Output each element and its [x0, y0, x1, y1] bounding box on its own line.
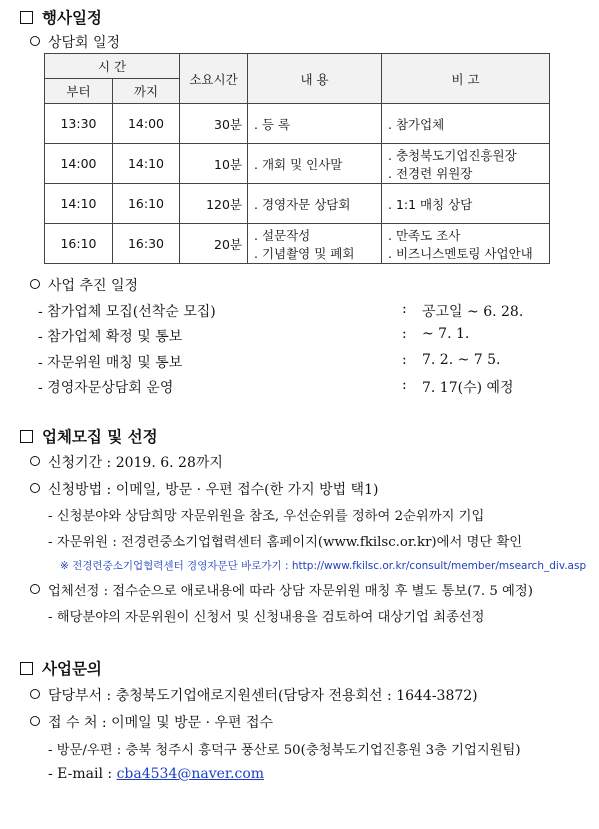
- section-title-text: 행사일정: [42, 9, 102, 27]
- plan-label-3: - 자문위원 매칭 및 통보: [38, 355, 183, 371]
- application-period: [30, 452, 223, 472]
- header-to: 까지: [113, 79, 180, 104]
- circle-bullet-icon: [30, 689, 40, 699]
- plan-colon: :: [402, 326, 407, 342]
- header-time: 시 간: [45, 54, 180, 79]
- content-line: . 등 록: [254, 116, 291, 132]
- cell-content: [248, 144, 382, 184]
- method-detail-2: - 자문위원 : 전경련중소기업협력센터 홈페이지(www.fkilsc.or.kr)에서 명단 확인: [48, 535, 523, 550]
- email-label: - E-mail :: [48, 766, 117, 782]
- table-row: [45, 184, 550, 224]
- circle-bullet-icon: [30, 279, 40, 289]
- sub-item-project-schedule: [30, 275, 138, 295]
- note-line: . 참가업체: [388, 116, 445, 132]
- plan-value-4: 7. 17(수) 예정: [422, 380, 514, 396]
- table-row: [45, 144, 550, 184]
- department-info: [30, 685, 478, 705]
- header-content: 내 용: [248, 54, 382, 104]
- cell-content: [248, 104, 382, 144]
- cell-duration: 120분: [180, 184, 248, 224]
- content-line: . 경영자문 상담회: [254, 196, 351, 212]
- cell-from: 14:00: [45, 144, 113, 184]
- consult-link-note: [60, 558, 586, 573]
- cell-content: [248, 184, 382, 224]
- department-text: 담당부서 : 충청북도기업애로지원센터(담당자 전용회선 : 1644-3872): [48, 688, 478, 704]
- cell-to: 14:10: [113, 144, 180, 184]
- cell-note: [382, 184, 550, 224]
- table-row: [45, 224, 550, 264]
- cell-from: 16:10: [45, 224, 113, 264]
- sub-item-meeting-schedule: [30, 32, 120, 52]
- section-title-text: 사업문의: [42, 660, 102, 678]
- section-title-schedule: [20, 6, 102, 28]
- application-method-text: 신청방법 : 이메일, 방문 · 우편 접수(한 가지 방법 택1): [48, 482, 379, 498]
- note-line: . 비즈니스멘토링 사업안내: [388, 245, 533, 261]
- plan-colon: :: [402, 301, 407, 317]
- cell-to: 16:10: [113, 184, 180, 224]
- cell-to: 16:30: [113, 224, 180, 264]
- visit-address: - 방문/우편 : 충북 청주시 흥덕구 풍산로 50(충청북도기업진흥원 3층 기업지원팀): [48, 743, 521, 758]
- plan-colon: :: [402, 352, 407, 368]
- note-line: . 충청북도기업진흥원장: [388, 147, 517, 163]
- checkbox-square-icon: [20, 11, 33, 24]
- cell-content: [248, 224, 382, 264]
- circle-bullet-icon: [30, 716, 40, 726]
- note-line: . 1:1 매칭 상담: [388, 196, 473, 212]
- circle-bullet-icon: [30, 456, 40, 466]
- cell-duration: 20분: [180, 224, 248, 264]
- cell-duration: 10분: [180, 144, 248, 184]
- sub-item-text: 상담회 일정: [48, 35, 121, 51]
- plan-value-1: 공고일 ~ 6. 28.: [422, 304, 524, 320]
- header-from: 부터: [45, 79, 113, 104]
- note-line: . 전경련 위원장: [388, 165, 473, 181]
- plan-label-1: - 참가업체 모집(선착순 모집): [38, 304, 216, 320]
- cell-duration: 30분: [180, 104, 248, 144]
- cell-note: [382, 144, 550, 184]
- cell-note: [382, 224, 550, 264]
- header-note: 비 고: [382, 54, 550, 104]
- circle-bullet-icon: [30, 36, 40, 46]
- company-selection-text: 업체선정 : 접수순으로 애로내용에 따라 상담 자문위원 매칭 후 별도 통보(7. 5 예정): [48, 584, 533, 599]
- note-line: . 만족도 조사: [388, 227, 461, 243]
- circle-bullet-icon: [30, 483, 40, 493]
- content-line: . 기념촬영 및 폐회: [254, 245, 355, 261]
- header-duration: 소요시간: [180, 54, 248, 104]
- plan-value-3: 7. 2. ~ 7 5.: [422, 352, 501, 368]
- consult-url-link[interactable]: http://www.fkilsc.or.kr/consult/member/msearch_div.asp: [291, 560, 587, 572]
- section-title-recruitment: [20, 425, 158, 447]
- sub-item-text: 사업 추진 일정: [48, 278, 139, 294]
- content-line: . 설문작성: [254, 227, 311, 243]
- cell-from: 13:30: [45, 104, 113, 144]
- table-row: [45, 104, 550, 144]
- application-period-text: 신청기간 : 2019. 6. 28까지: [48, 455, 223, 471]
- plan-colon: :: [402, 377, 407, 393]
- email-link[interactable]: cba4534@naver.com: [116, 766, 265, 782]
- method-detail-1: - 신청분야와 상담희망 자문위원을 참조, 우선순위를 정하여 2순위까지 기입: [48, 509, 485, 524]
- content-line: . 개회 및 인사말: [254, 156, 343, 172]
- note-prefix: ※ 전경련중소기업협력센터 경영자문단 바로가기 :: [60, 560, 292, 572]
- cell-note: [382, 104, 550, 144]
- receive-info: [30, 712, 273, 732]
- circle-bullet-icon: [30, 584, 40, 594]
- plan-label-4: - 경영자문상담회 운영: [38, 380, 174, 396]
- company-selection: [30, 580, 533, 599]
- email-info: [48, 766, 264, 782]
- selection-detail-1: - 해당분야의 자문위원이 신청서 및 신청내용을 검토하여 대상기업 최종선정: [48, 610, 485, 625]
- application-method: [30, 479, 378, 499]
- checkbox-square-icon: [20, 662, 33, 675]
- schedule-table: [44, 53, 550, 264]
- plan-value-2: ~ 7. 1.: [422, 326, 470, 342]
- section-title-text: 업체모집 및 선정: [42, 428, 158, 446]
- section-title-inquiry: [20, 657, 102, 679]
- receive-text: 접 수 처 : 이메일 및 방문 · 우편 접수: [48, 715, 274, 731]
- plan-label-2: - 참가업체 확정 및 통보: [38, 329, 183, 345]
- checkbox-square-icon: [20, 430, 33, 443]
- cell-from: 14:10: [45, 184, 113, 224]
- cell-to: 14:00: [113, 104, 180, 144]
